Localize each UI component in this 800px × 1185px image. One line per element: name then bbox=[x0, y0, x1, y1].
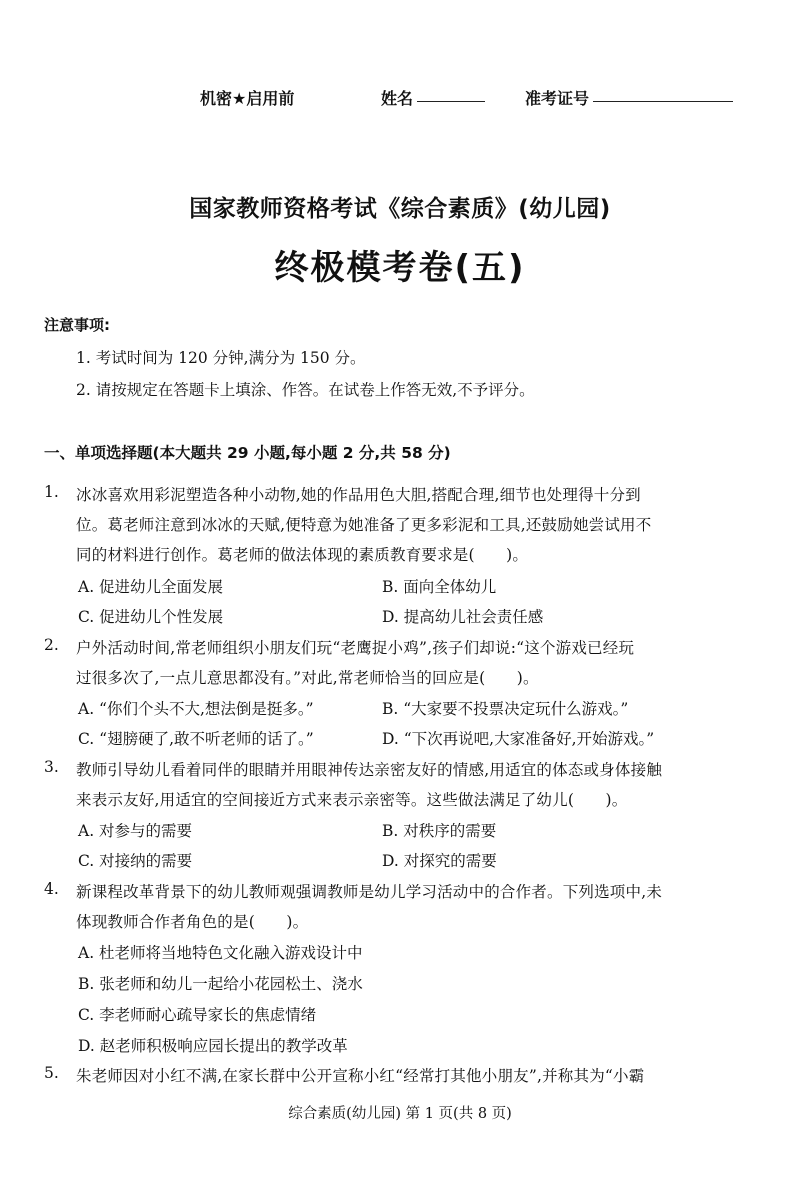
exam-subtitle: 终极模考卷(五) bbox=[274, 248, 526, 288]
option-c[interactable]: C. 促进幼儿个性发展 bbox=[78, 608, 224, 626]
question-text: 户外活动时间,常老师组织小朋友们玩“老鹰捉小鸡”,孩子们却说:“这个游戏已经玩 bbox=[76, 639, 635, 657]
option-c[interactable]: C. “翅膀硬了,敢不听老师的话了。” bbox=[78, 730, 314, 748]
question-number: 2. bbox=[44, 636, 59, 654]
question-text: 体现教师合作者角色的是( )。 bbox=[76, 913, 309, 931]
option-d[interactable]: D. 对探究的需要 bbox=[382, 852, 497, 870]
id-blank[interactable] bbox=[593, 86, 733, 102]
option-b[interactable]: B. 张老师和幼儿一起给小花园松土、浇水 bbox=[78, 975, 363, 993]
question-text: 过很多次了,一点儿意思都没有。”对此,常老师恰当的回应是( )。 bbox=[76, 669, 539, 687]
id-label: 准考证号 bbox=[525, 89, 590, 108]
question-number: 4. bbox=[44, 880, 59, 898]
name-blank[interactable] bbox=[417, 86, 485, 102]
header-line bbox=[0, 86, 800, 110]
page-footer: 综合素质(幼儿园) 第 1 页(共 8 页) bbox=[288, 1106, 512, 1122]
notice-item: 1. 考试时间为 120 分钟,满分为 150 分。 bbox=[76, 349, 366, 367]
notice-item: 2. 请按规定在答题卡上填涂、作答。在试卷上作答无效,不予评分。 bbox=[76, 381, 535, 399]
secrecy-label: 机密★启用前 bbox=[200, 89, 295, 108]
option-b[interactable]: B. 对秩序的需要 bbox=[382, 822, 497, 840]
option-a[interactable]: A. 对参与的需要 bbox=[78, 822, 193, 840]
name-field[interactable] bbox=[381, 86, 413, 109]
question-text: 来表示友好,用适宜的空间接近方式来表示亲密等。这些做法满足了幼儿( )。 bbox=[76, 791, 628, 809]
option-d[interactable]: D. 提高幼儿社会责任感 bbox=[382, 608, 544, 626]
question-text: 冰冰喜欢用彩泥塑造各种小动物,她的作品用色大胆,搭配合理,细节也处理得十分到 bbox=[76, 486, 641, 504]
question-number: 1. bbox=[44, 483, 59, 501]
question-number: 3. bbox=[44, 758, 59, 776]
option-d[interactable]: D. “下次再说吧,大家准备好,开始游戏。” bbox=[382, 730, 655, 748]
notice-title: 注意事项: bbox=[44, 316, 110, 334]
question-number: 5. bbox=[44, 1064, 59, 1082]
exam-title: 国家教师资格考试《综合素质》(幼儿园) bbox=[189, 196, 611, 222]
question-text: 同的材料进行创作。葛老师的做法体现的素质教育要求是( )。 bbox=[76, 546, 529, 564]
option-c[interactable]: C. 李老师耐心疏导家长的焦虑情绪 bbox=[78, 1006, 317, 1024]
option-b[interactable]: B. “大家要不投票决定玩什么游戏。” bbox=[382, 700, 629, 718]
option-a[interactable]: A. 杜老师将当地特色文化融入游戏设计中 bbox=[78, 944, 363, 962]
section-title: 一、单项选择题(本大题共 29 小题,每小题 2 分,共 58 分) bbox=[44, 444, 451, 462]
question-text: 位。葛老师注意到冰冰的天赋,便特意为她准备了更多彩泥和工具,还鼓励她尝试用不 bbox=[76, 516, 652, 534]
option-a[interactable]: A. 促进幼儿全面发展 bbox=[78, 578, 224, 596]
question-text: 朱老师因对小红不满,在家长群中公开宣称小红“经常打其他小朋友”,并称其为“小霸 bbox=[76, 1067, 645, 1085]
name-label: 姓名 bbox=[381, 89, 414, 108]
option-c[interactable]: C. 对接纳的需要 bbox=[78, 852, 193, 870]
option-d[interactable]: D. 赵老师积极响应园长提出的教学改革 bbox=[78, 1037, 348, 1055]
id-field[interactable] bbox=[525, 86, 589, 109]
option-b[interactable]: B. 面向全体幼儿 bbox=[382, 578, 497, 596]
option-a[interactable]: A. “你们个头不大,想法倒是挺多。” bbox=[78, 700, 314, 718]
question-text: 教师引导幼儿看着同伴的眼睛并用眼神传达亲密友好的情感,用适宜的体态或身体接触 bbox=[76, 761, 663, 779]
question-text: 新课程改革背景下的幼儿教师观强调教师是幼儿学习活动中的合作者。下列选项中,未 bbox=[76, 883, 663, 901]
